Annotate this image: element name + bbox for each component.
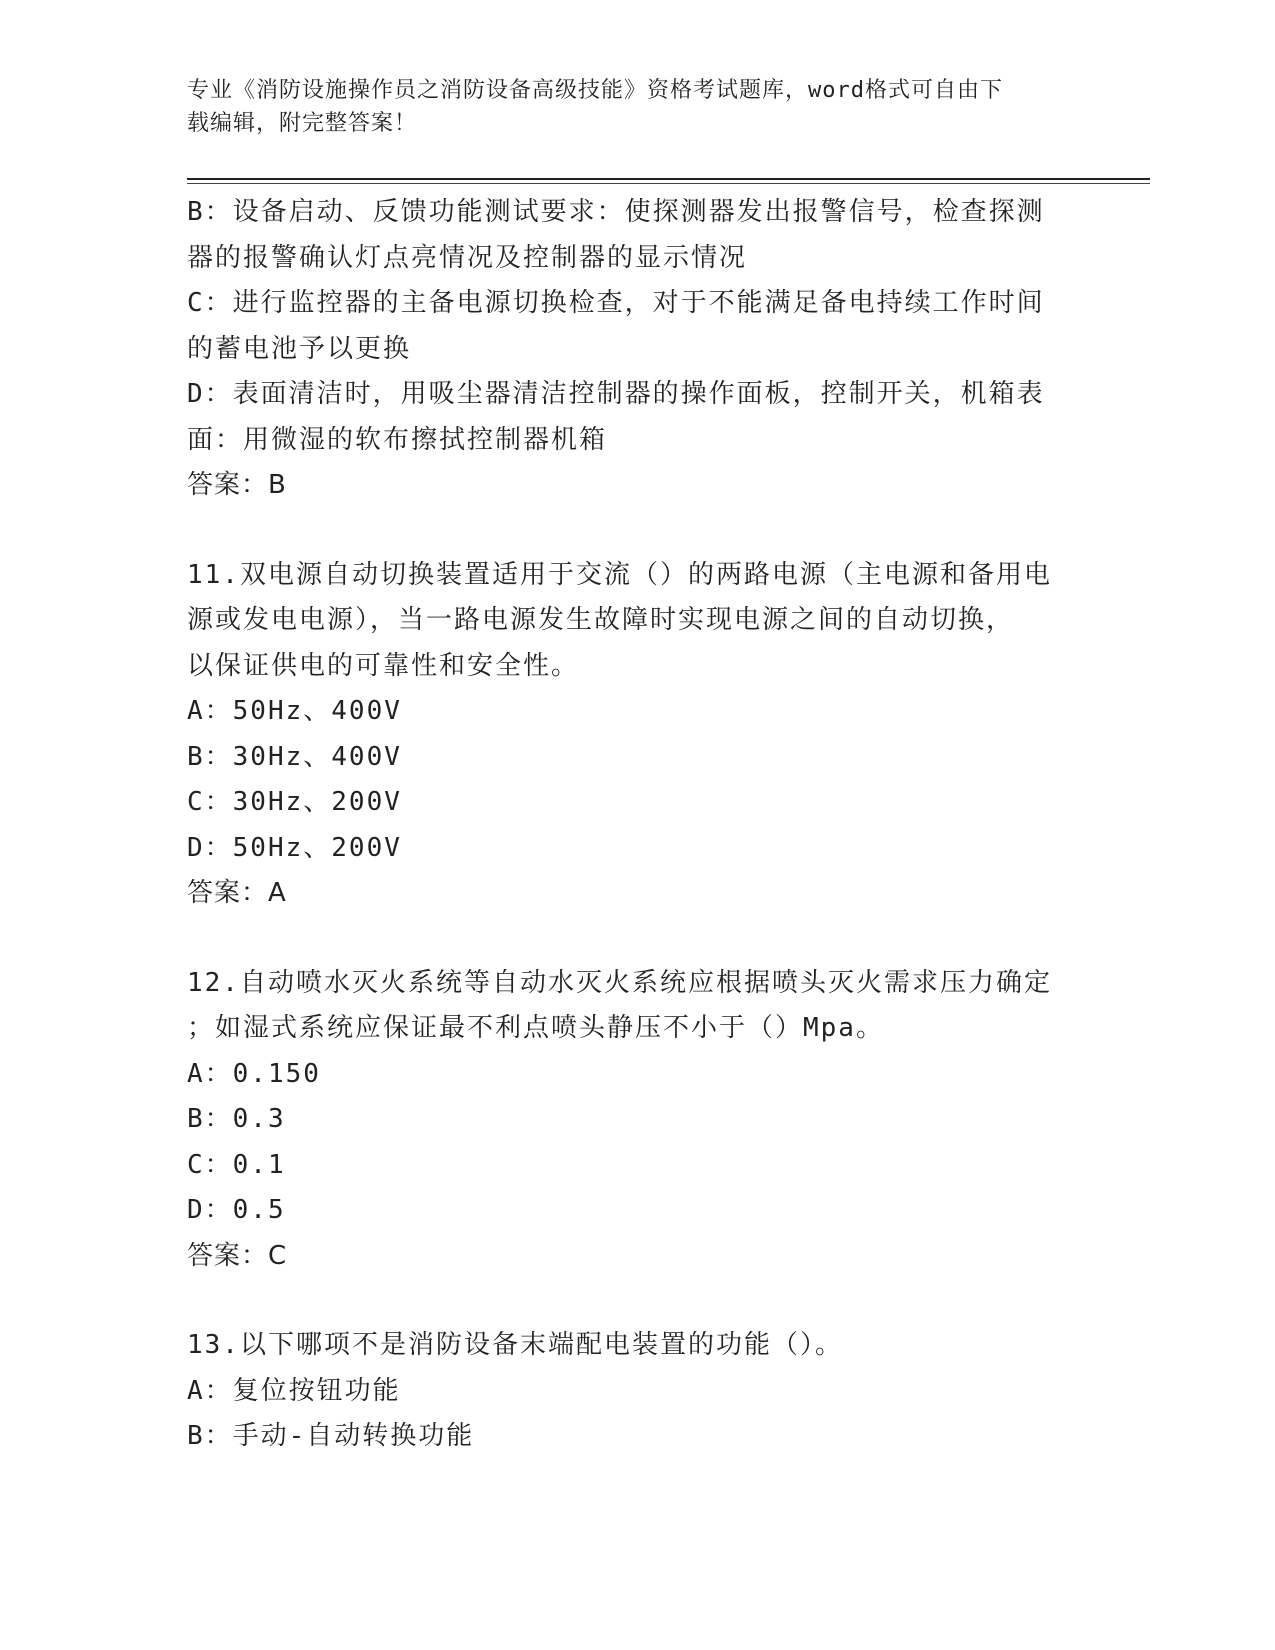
answer: 答案：C <box>187 1240 288 1271</box>
option-a: A：50Hz、400V <box>187 696 402 726</box>
answer: 答案：B <box>187 470 287 500</box>
option-b <box>187 190 1087 281</box>
header-rule-thick <box>187 178 1150 180</box>
question-text-line: 源或发电电源），当一路电源发生故障时实现电源之间的自动切换， <box>187 605 1015 635</box>
question-text-line: 13.以下哪项不是消防设备末端配电装置的功能（）。 <box>187 1330 843 1360</box>
question-10 <box>187 190 1087 509</box>
spacer <box>187 1279 1087 1323</box>
question-11 <box>187 553 1087 917</box>
spacer <box>187 917 1087 961</box>
option-b: B：手动-自动转换功能 <box>187 1421 475 1451</box>
spacer <box>187 509 1087 553</box>
option-text-line: 的蓄电池予以更换 <box>187 333 412 364</box>
option-text-line: D：表面清洁时，用吸尘器清洁控制器的操作面板，控制开关，机箱表 <box>187 379 1045 409</box>
option-text-line: B：设备启动、反馈功能测试要求：使探测器发出报警信号，检查探测 <box>187 197 1045 227</box>
option-c: C：30Hz、200V <box>187 787 402 817</box>
question-text-line: 12.自动喷水灭火系统等自动水灭火系统应根据喷头灭火需求压力确定 <box>187 967 1052 998</box>
header-rule-thin <box>187 183 1150 184</box>
page-header <box>187 74 1067 140</box>
option-c <box>187 281 1087 372</box>
option-text-line: 器的报警确认灯点亮情况及控制器的显示情况 <box>187 242 748 273</box>
question-list <box>187 190 1087 1460</box>
option-text-line: C：进行监控器的主备电源切换检查，对于不能满足备电持续工作时间 <box>187 288 1045 318</box>
question-text-line: 以保证供电的可靠性和安全性。 <box>187 650 580 681</box>
option-d: D：0.5 <box>187 1195 286 1225</box>
question-text-line: ；如湿式系统应保证最不利点喷头静压不小于（）Mpa。 <box>187 1013 884 1043</box>
option-d <box>187 372 1087 463</box>
header-line-1: 专业《消防设施操作员之消防设备高级技能》资格考试题库，word格式可自由下 <box>187 78 1003 103</box>
option-d: D：50Hz、200V <box>187 832 402 863</box>
header-line-2: 载编辑，附完整答案！ <box>187 111 418 136</box>
option-b: B：0.3 <box>187 1104 286 1134</box>
option-a: A：0.150 <box>187 1058 321 1089</box>
question-12 <box>187 961 1087 1280</box>
option-a: A：复位按钮功能 <box>187 1375 401 1406</box>
option-text-line: 面：用微湿的软布擦拭控制器机箱 <box>187 424 608 455</box>
question-13 <box>187 1323 1087 1460</box>
question-text-line: 11.双电源自动切换装置适用于交流（）的两路电源（主电源和备用电 <box>187 559 1052 590</box>
option-b: B：30Hz、400V <box>187 741 402 772</box>
option-c: C：0.1 <box>187 1149 286 1180</box>
answer: 答案：A <box>187 878 287 908</box>
